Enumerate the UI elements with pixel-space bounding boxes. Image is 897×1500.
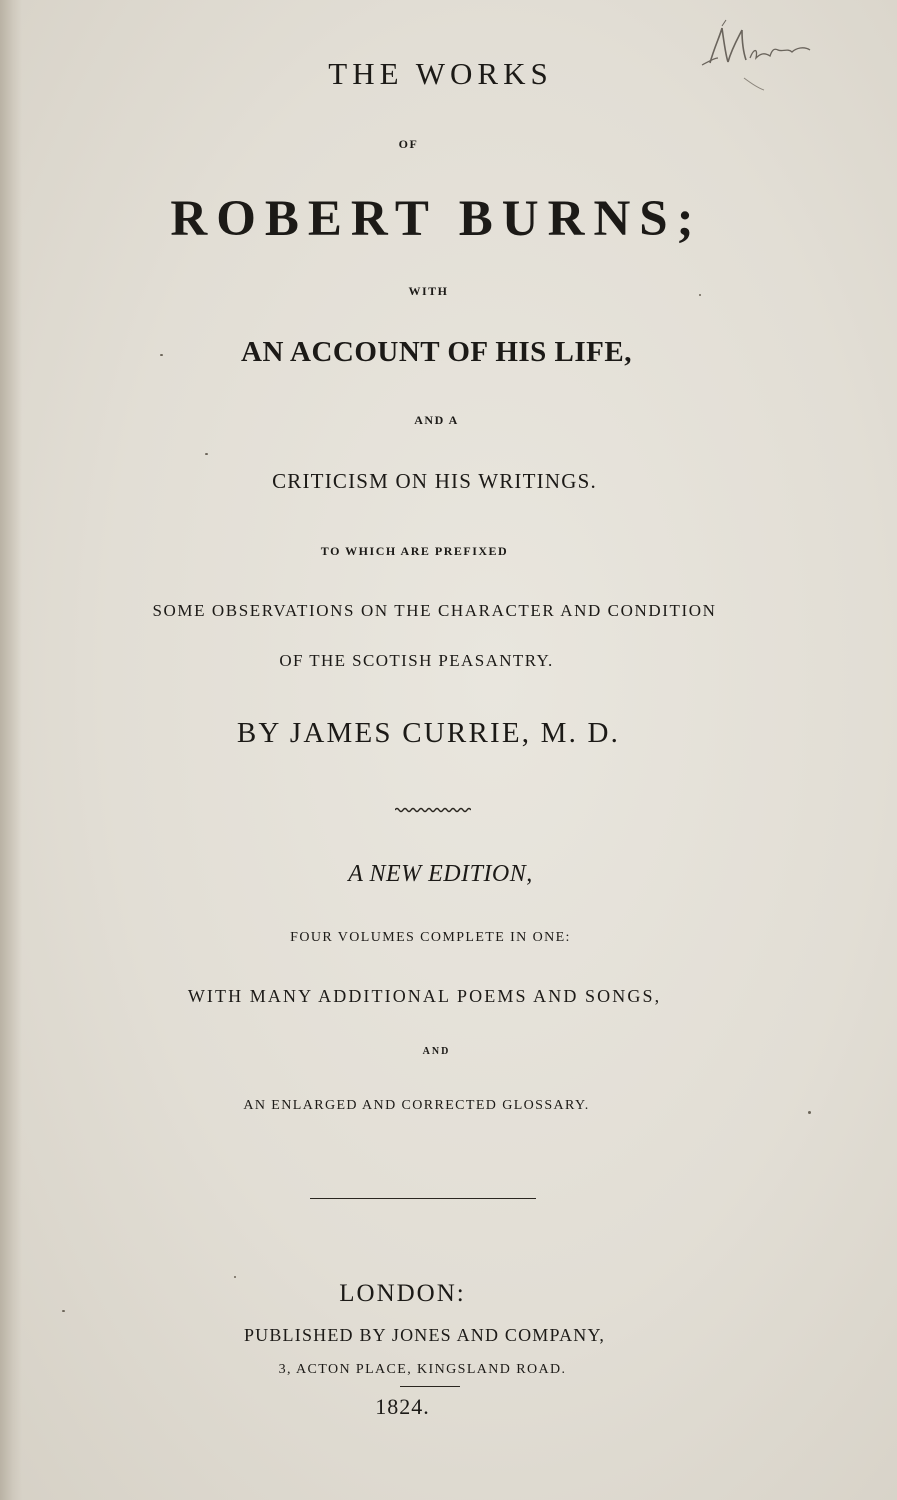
paper-speck [160,354,163,356]
title-and-a: AND A [414,413,459,427]
paper-speck [808,1111,811,1114]
title-of: OF [398,137,419,151]
peasantry-line: OF THE SCOTISH PEASANTRY. [279,651,554,670]
prefixed-line: TO WHICH ARE PREFIXED [320,544,509,558]
paper-speck [699,294,701,296]
volumes-line: FOUR VOLUMES COMPLETE IN ONE: [290,930,571,945]
observations-line: SOME OBSERVATIONS ON THE CHARACTER AND CONDITION [152,601,717,620]
account-of-life: AN ACCOUNT OF HIS LIFE, [241,336,632,368]
edition-line: A NEW EDITION, [348,861,533,887]
imprint-city: LONDON: [339,1280,466,1307]
title-the-works: THE WORKS [328,56,553,91]
and-line: AND [422,1046,451,1057]
title-with: WITH [408,284,449,298]
imprint-address: 3, ACTON PLACE, KINGSLAND ROAD. [278,1362,567,1377]
paper-speck [205,453,208,455]
glossary-line: AN ENLARGED AND CORRECTED GLOSSARY. [243,1098,590,1113]
imprint-year: 1824. [375,1394,430,1419]
year-rule [400,1386,460,1387]
divider-rule [310,1198,536,1199]
additional-poems-line: WITH MANY ADDITIONAL POEMS AND SONGS, [187,986,662,1006]
editor-line: BY JAMES CURRIE, M. D. [236,717,621,749]
paper-speck [234,1276,236,1278]
criticism-line: CRITICISM ON HIS WRITINGS. [272,469,597,493]
author-name: ROBERT BURNS; [170,191,703,247]
imprint-publisher: PUBLISHED BY JONES AND COMPANY, [243,1325,606,1345]
wavy-ornament [395,806,471,814]
paper-speck [62,1310,65,1312]
